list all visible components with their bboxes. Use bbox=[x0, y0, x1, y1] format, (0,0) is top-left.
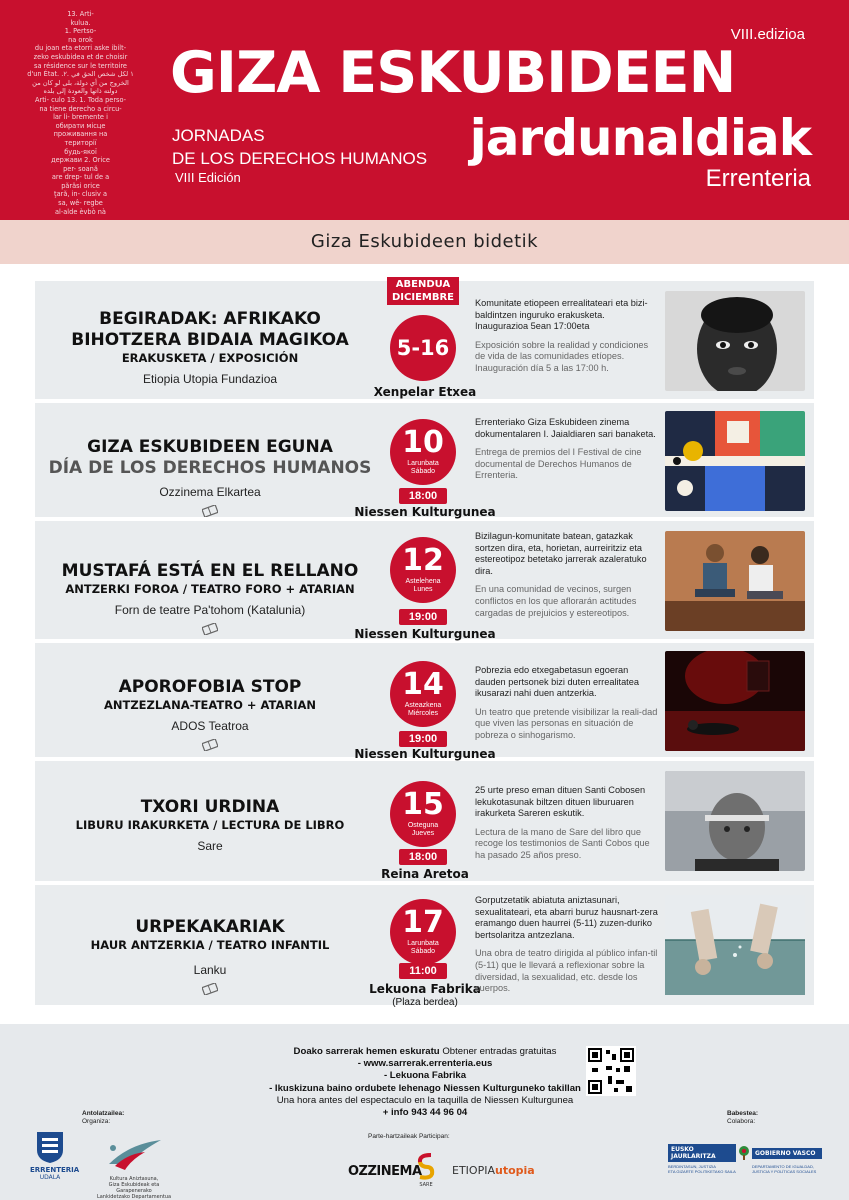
organizer-es: Organiza: bbox=[82, 1118, 111, 1125]
desc-eu: Bizilagun-komunitate batean, gatazkak sortzen dira, eta, horietan, aurreiritziz eta estereotipoz betetako jarrerak azaleratuko dira. bbox=[475, 531, 647, 576]
date-number: 5-16 bbox=[396, 336, 450, 360]
author-portrait-image bbox=[665, 771, 805, 871]
sponsor-eu: Babestea: bbox=[727, 1110, 759, 1117]
month-tag bbox=[387, 277, 459, 305]
desc-eu: Gorputzetatik abiatuta aniztasunari, sexualitateari, eta abarri buruz hausnart-zera eramango duen haurrei (5-11) zuzen-duriko bertsolaritza antzezlana. bbox=[475, 895, 658, 940]
event-subtitle: LIBURU IRAKURKETA / LECTURA DE LIBRO bbox=[75, 818, 345, 832]
tickets-es: Obtener entradas gratuitas bbox=[442, 1046, 557, 1057]
errenteria-shield-icon bbox=[35, 1130, 65, 1164]
gobierno-sub: DEPARTAMENTO DE IGUALDAD, JUSTICIA Y POLÍTICAS SOCIALES bbox=[752, 1164, 817, 1174]
event-title-es: DÍA DE LOS DERECHOS HUMANOS bbox=[48, 458, 372, 478]
qr-code-icon bbox=[586, 1046, 636, 1096]
stage-scene-image bbox=[665, 651, 805, 751]
event-title: BEGIRADAK: AFRIKAKO BIHOTZERA BIDAIA MAGIKOA bbox=[71, 309, 349, 350]
event-photo bbox=[665, 531, 805, 631]
event-time: 19:00 bbox=[399, 609, 447, 625]
event-venue: Xenpelar Etxea bbox=[373, 385, 477, 399]
etiopia-text: ETIOPIA bbox=[452, 1164, 495, 1177]
participants-label: Parte-hartzaileak Participan: bbox=[368, 1133, 450, 1140]
date-circle bbox=[390, 781, 456, 847]
event-subtitle: ERAKUSKETA / EXPOSICIÓN bbox=[121, 351, 299, 365]
ticket-phone[interactable]: + info 943 44 96 04 bbox=[382, 1107, 468, 1119]
event-title: TXORI URDINA bbox=[140, 797, 280, 817]
event-description bbox=[475, 665, 660, 742]
month-eu: ABENDUA bbox=[395, 279, 451, 290]
event-description bbox=[475, 531, 660, 619]
tickets-eu: Doako sarrerak hemen eskuratu bbox=[293, 1046, 440, 1057]
weekday-eu: Larunbata bbox=[407, 940, 439, 947]
date-number: 14 bbox=[402, 667, 444, 702]
weekday-eu: Osteguna bbox=[407, 822, 439, 829]
child-portrait-image bbox=[665, 291, 805, 391]
event-venue: Niessen Kulturgunea bbox=[354, 627, 496, 641]
organizer-label bbox=[82, 1110, 124, 1126]
date-number: 15 bbox=[402, 787, 444, 822]
desc-es: En una comunidad de vecinos, surgen conflictos en los que aflorarán actitudes cargadas de prejuicios y estereotipos. bbox=[475, 584, 637, 618]
desc-eu: Errenteriako Giza Eskubideen zinema dokumentalaren I. Jaialdiaren sari banaketa. bbox=[475, 417, 656, 439]
eusko-jaurlaritza: EUSKO JAURLARITZA bbox=[668, 1144, 736, 1162]
header bbox=[0, 0, 849, 220]
date-circle bbox=[390, 899, 456, 965]
ticket-icon bbox=[202, 623, 218, 635]
event-time: 18:00 bbox=[399, 849, 447, 865]
event-org: Ozzinema Elkartea bbox=[159, 485, 261, 499]
band-text: Giza Eskubideen bidetik bbox=[310, 231, 539, 252]
ticket-icon bbox=[202, 739, 218, 751]
basque-government-tree-icon bbox=[736, 1145, 752, 1161]
event-title: URPEKAKARIAK bbox=[135, 917, 285, 937]
edition-label: VIII.edizioa bbox=[730, 26, 805, 43]
event-org: Sare bbox=[197, 839, 223, 853]
event-card bbox=[35, 403, 814, 519]
event-org: Lanku bbox=[193, 963, 227, 977]
event-photo bbox=[665, 651, 805, 751]
errenteria-logo bbox=[30, 1130, 80, 1181]
weekday-es: Sábado bbox=[410, 468, 436, 475]
weekday-eu: Larunbata bbox=[407, 460, 439, 467]
event-title: APOROFOBIA STOP bbox=[118, 677, 302, 697]
date-number: 17 bbox=[402, 905, 444, 940]
desc-es: Una obra de teatro dirigida al público infan-til (5-11) que le llevará a reflexionar sobre la diversidad, la sexualidad, etc. desde los cuerpos. bbox=[475, 948, 658, 994]
page-subtitle: jardunaldiak bbox=[469, 109, 811, 167]
ticket-place2-es: Una hora antes del espectaculo en la taquilla de Niessen Kulturgunea bbox=[276, 1094, 574, 1106]
ozzinema-logo: OZZINEMA bbox=[348, 1164, 422, 1179]
event-org: Etiopia Utopia Fundazioa bbox=[142, 372, 278, 386]
page-title: GIZA ESKUBIDEEN bbox=[170, 40, 736, 106]
sare-s-icon bbox=[416, 1152, 436, 1180]
sponsor-label bbox=[727, 1110, 758, 1126]
event-info bbox=[35, 561, 385, 639]
event-title: MUSTAFÁ ESTÁ EN EL RELLANO bbox=[61, 561, 359, 581]
event-photo bbox=[665, 291, 805, 391]
kultura-text: Kultura Aniztasuna, Giza Eskubideak eta Garapenerako Lankidetzako Departamentua bbox=[96, 1176, 172, 1200]
ticket-info bbox=[260, 1046, 590, 1119]
event-subtitle: ANTZERKI FOROA / TEATRO FORO + ATARIAN bbox=[65, 582, 355, 596]
desc-eu: 25 urte preso eman dituen Santi Cobosen lekukotasunak biltzen dituen liburuaren irakurketa Sareren eskutik. bbox=[475, 785, 646, 819]
event-photo bbox=[665, 771, 805, 871]
festival-poster-image bbox=[665, 411, 805, 511]
event-title: GIZA ESKUBIDEEN EGUNA bbox=[87, 437, 333, 457]
event-description bbox=[475, 785, 660, 862]
jornadas-block bbox=[172, 124, 427, 186]
event-time: 19:00 bbox=[399, 731, 447, 747]
event-card bbox=[35, 281, 814, 401]
event-card bbox=[35, 643, 814, 759]
ticket-web[interactable]: - www.sarrerak.errenteria.eus bbox=[357, 1058, 493, 1070]
bird-logo-icon bbox=[99, 1134, 169, 1174]
errenteria-sub: UDALA bbox=[39, 1174, 61, 1181]
event-card bbox=[35, 521, 814, 641]
weekday-es: Lunes bbox=[413, 586, 433, 593]
etiopia-logo bbox=[452, 1164, 535, 1177]
weekday-es: Miércoles bbox=[408, 710, 438, 717]
event-time: 11:00 bbox=[399, 963, 447, 979]
sponsor-es: Colabora: bbox=[727, 1118, 756, 1125]
article-13-text: 13. Arti- kulua. 1. Pertso- na orok du joan eta etorri aske ibilt- zeko eskubidea et de choisir sa résidence sur le territoire d'un État. .١ لكل شخص الحق في .٢ الخروج من أي دولة، بلى لو كان من دولته ذاتها والعودة إلى بلده Arti- culo 13. 1. Toda perso- na tiene derecho a circu- lar li- bremente і обирати місце проживання на території будь-якої держави 2. Orice per- soană are drep- tul de a părăsi orice ţară, in- clusiv a sa, wê- regbe al-alde èvbò nà bbox=[27, 10, 134, 216]
event-card bbox=[35, 761, 814, 883]
desc-es: Lectura de la mano de Sare del libro que recoge los testimonios de Santi Cobos que ha pasado 25 años preso. bbox=[475, 826, 650, 860]
event-card bbox=[35, 885, 814, 1007]
event-description bbox=[475, 417, 660, 482]
date-number: 12 bbox=[402, 543, 444, 578]
jornadas-edition: VIII Edición bbox=[175, 170, 241, 185]
event-info bbox=[35, 677, 385, 755]
date-circle bbox=[390, 315, 456, 381]
event-info bbox=[35, 309, 385, 388]
event-photo bbox=[665, 895, 805, 999]
weekday-eu: Astelehena bbox=[405, 578, 441, 585]
gobierno-vasco: GOBIERNO VASCO bbox=[752, 1148, 822, 1159]
event-description bbox=[475, 298, 660, 375]
jornadas-line2: DE LOS DERECHOS HUMANOS bbox=[172, 149, 428, 168]
date-number: 10 bbox=[402, 425, 444, 460]
desc-eu: Pobrezia edo etxegabetasun egoeran dauden pertsonek bizi duten errealitatea ikusarazi nahi duen antzerkia. bbox=[475, 665, 639, 699]
weekday-es: Sábado bbox=[410, 948, 436, 955]
sare-text: SARE bbox=[419, 1182, 433, 1188]
ticket-icon bbox=[202, 505, 218, 517]
event-subtitle: HAUR ANTZERKIA / TEATRO INFANTIL bbox=[90, 938, 330, 952]
event-info bbox=[35, 437, 385, 521]
event-venue: Niessen Kulturgunea bbox=[354, 505, 496, 519]
event-org: Forn de teatre Pa'tohom (Katalunia) bbox=[114, 603, 306, 617]
sare-logo bbox=[415, 1152, 437, 1188]
desc-es: Exposición sobre la realidad y condiciones de vida de las comunidades etíopes. Inauguración día 5 a las 17:00 h. bbox=[475, 339, 649, 373]
town-label: Errenteria bbox=[705, 165, 811, 192]
event-info bbox=[35, 917, 385, 999]
event-info bbox=[35, 797, 385, 855]
desc-es: Entrega de premios del I Festival de cine documental de Derechos Humanos de Errenteria. bbox=[475, 447, 642, 481]
desc-es: Un teatro que pretende visibilizar la reali-dad que viven las personas en situación de pobreza o sinhogarismo. bbox=[475, 706, 658, 740]
ticket-icon bbox=[202, 983, 218, 995]
ticket-place1: - Lekuona Fabrika bbox=[383, 1070, 467, 1082]
underwater-illustration-image bbox=[665, 895, 805, 995]
venue-note: (Plaza berdea) bbox=[392, 997, 458, 1008]
event-time: 18:00 bbox=[399, 488, 447, 504]
event-org: ADOS Teatroa bbox=[171, 719, 249, 733]
kultura-logo bbox=[94, 1128, 174, 1200]
errenteria-name: ERRENTERIA bbox=[30, 1166, 80, 1174]
event-subtitle: ANTZEZLANA-TEATRO + ATARIAN bbox=[103, 698, 317, 712]
event-venue: Niessen Kulturgunea bbox=[354, 747, 496, 761]
jornadas-line1: JORNADAS bbox=[172, 126, 265, 145]
qr-code[interactable] bbox=[586, 1046, 636, 1096]
date-circle bbox=[390, 661, 456, 727]
organizer-eu: Antolatzailea: bbox=[82, 1110, 125, 1117]
weekday-eu: Asteazkena bbox=[404, 702, 442, 709]
date-circle bbox=[390, 419, 456, 485]
event-venue: Reina Aretoa bbox=[381, 867, 469, 881]
event-description bbox=[475, 895, 660, 995]
gobierno-vasco-logo bbox=[668, 1144, 828, 1174]
theatre-actors-image bbox=[665, 531, 805, 631]
section-band bbox=[0, 220, 849, 264]
venue-name: Lekuona Fabrika bbox=[369, 982, 481, 996]
month-es: DICIEMBRE bbox=[391, 292, 455, 303]
desc-eu: Komunitate etiopeen errealitateari eta bizi-baldintzen inguruko erakusketa. Inaugurazioa 5ean 17:00eta bbox=[475, 298, 648, 332]
eusko-sub: BERDINTASUN, JUSTIZIA ETA GIZARTE POLITIKETAKO SAILA bbox=[668, 1164, 736, 1174]
footer bbox=[0, 1024, 849, 1200]
utopia-text: utopia bbox=[494, 1164, 535, 1177]
weekday-es: Jueves bbox=[411, 830, 435, 837]
date-circle bbox=[390, 537, 456, 603]
event-photo bbox=[665, 411, 805, 511]
ticket-place2: - Ikuskizuna baino ordubete lehenago Niessen Kulturguneko takillan bbox=[269, 1082, 581, 1094]
